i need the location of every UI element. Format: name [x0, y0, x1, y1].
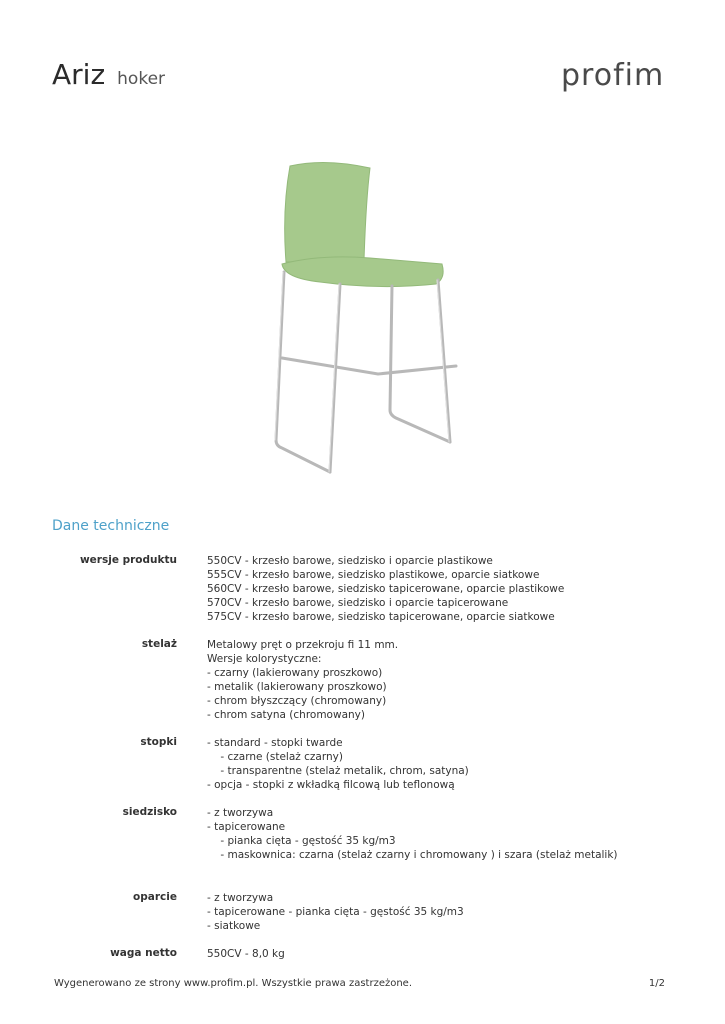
spec-label: wersje produktu — [79, 554, 177, 566]
spec-line: - metalik (lakierowany proszkowo) — [207, 681, 387, 693]
page-number: 1/2 — [648, 978, 665, 989]
spec-line: Metalowy pręt o przekroju fi 11 mm. — [207, 639, 399, 651]
spec-line: 550CV - 8,0 kg — [207, 948, 285, 960]
spec-line: 575CV - krzesło barowe, siedzisko tapicerowane, oparcie siatkowe — [207, 611, 555, 623]
spec-line: 570CV - krzesło barowe, siedzisko i oparcie tapicerowane — [207, 597, 509, 609]
footer-copyright: Wygenerowano ze strony www.profim.pl. Wszystkie prawa zastrzeżone. — [54, 978, 413, 989]
spec-line: 550CV - krzesło barowe, siedzisko i oparcie plastikowe — [207, 555, 493, 567]
spec-line: - czarne (stelaż czarny) — [207, 751, 343, 763]
profim-logo: profim — [561, 58, 665, 93]
spec-line: - pianka cięta - gęstość 35 kg/m3 — [207, 835, 396, 847]
spec-line: - tapicerowane — [207, 821, 286, 833]
spec-line: - tapicerowane - pianka cięta - gęstość 35 kg/m3 — [207, 906, 464, 918]
spec-label: stopki — [140, 736, 177, 748]
spec-label: stelaż — [141, 638, 177, 650]
page-title — [52, 58, 165, 91]
spec-line: - standard - stopki twarde — [207, 737, 343, 749]
section-heading-technical-data: Dane techniczne — [52, 518, 170, 534]
product-type: hoker — [117, 69, 166, 89]
spec-label: waga netto — [110, 947, 177, 959]
green-bar-stool-photo — [260, 160, 470, 480]
spec-line: - chrom błyszczący (chromowany) — [207, 695, 387, 707]
spec-line: - maskownica: czarna (stelaż czarny i chromowany ) i szara (stelaż metalik) — [207, 849, 618, 861]
spec-line: Wersje kolorystyczne: — [207, 653, 322, 665]
spec-line: - siatkowe — [207, 920, 261, 932]
spec-line: 555CV - krzesło barowe, siedzisko plastikowe, oparcie siatkowe — [207, 569, 540, 581]
spec-line: - chrom satyna (chromowany) — [207, 709, 365, 721]
product-name: Ariz — [52, 58, 106, 91]
spec-line: - czarny (lakierowany proszkowo) — [207, 667, 383, 679]
spec-label: siedzisko — [122, 806, 177, 818]
spec-line: - opcja - stopki z wkładką filcową lub teflonową — [207, 779, 455, 791]
spec-line: - transparentne (stelaż metalik, chrom, satyna) — [207, 765, 469, 777]
spec-line: - z tworzywa — [207, 892, 274, 904]
spec-line: 560CV - krzesło barowe, siedzisko tapicerowane, oparcie plastikowe — [207, 583, 565, 595]
spec-line: - z tworzywa — [207, 807, 274, 819]
spec-label: oparcie — [133, 891, 177, 903]
